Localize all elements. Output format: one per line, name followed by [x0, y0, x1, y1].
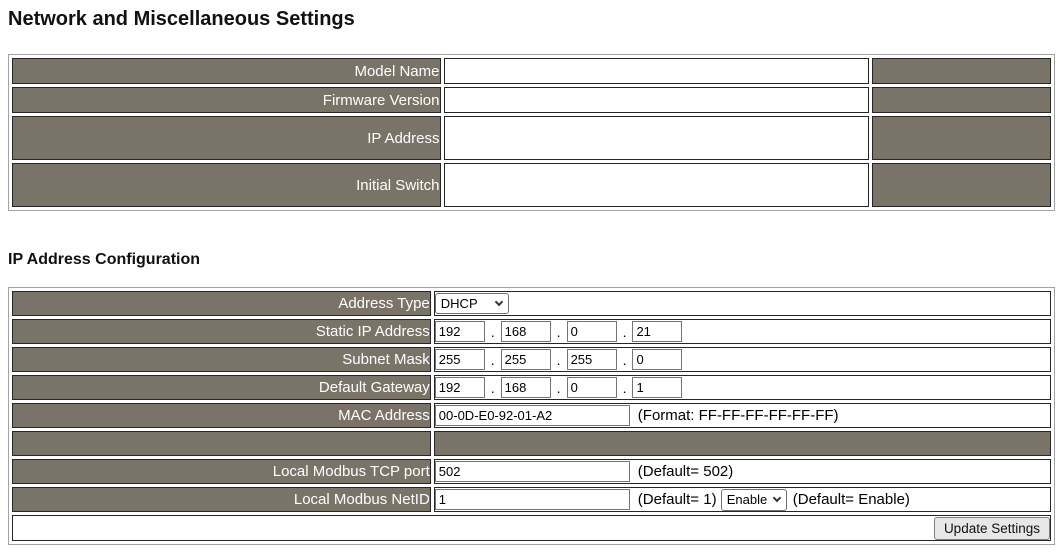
gateway-octet3-input[interactable] — [567, 377, 617, 398]
spacer-fill-cell — [434, 431, 1051, 456]
firmware-version-label: Firmware Version — [12, 87, 441, 113]
modbus-netid-label: Local Modbus NetID — [12, 487, 431, 512]
mac-address-value-cell — [434, 403, 1051, 428]
table-row — [12, 291, 1051, 316]
initial-switch-label: Initial Switch — [12, 163, 441, 207]
static-ip-octet4-input[interactable] — [632, 321, 682, 342]
address-type-value-cell — [434, 291, 1051, 316]
octet-separator: . — [556, 379, 561, 396]
subnet-mask-octet1-input[interactable] — [435, 349, 485, 370]
tcp-port-default-hint: (Default= 502) — [637, 463, 734, 480]
table-row — [12, 459, 1051, 484]
subnet-mask-label: Subnet Mask — [12, 347, 431, 372]
table-row — [12, 58, 1051, 84]
table-row — [12, 487, 1051, 512]
mac-address-input[interactable] — [435, 405, 630, 426]
section-title: IP Address Configuration — [8, 251, 201, 268]
filler-cell — [872, 58, 1051, 84]
static-ip-octet1-input[interactable] — [435, 321, 485, 342]
table-row — [12, 375, 1051, 400]
address-type-selected-value: DHCP — [440, 296, 478, 311]
mac-address-label: MAC Address — [12, 403, 431, 428]
table-row — [12, 116, 1051, 160]
octet-separator: . — [490, 379, 495, 396]
initial-switch-value-cell — [444, 163, 869, 207]
octet-separator: . — [556, 323, 561, 340]
modbus-tcp-port-input[interactable] — [435, 461, 630, 482]
table-row — [12, 163, 1051, 207]
filler-cell — [872, 116, 1051, 160]
update-settings-button[interactable]: Update Settings — [934, 517, 1050, 540]
gateway-octet1-input[interactable] — [435, 377, 485, 398]
device-info-table — [8, 54, 1055, 211]
netid-default-hint: (Default= 1) — [637, 491, 717, 508]
netid-enable-select[interactable] — [721, 489, 787, 511]
octet-separator: . — [622, 323, 627, 340]
static-ip-value-cell — [434, 319, 1051, 344]
default-gateway-value-cell — [434, 375, 1051, 400]
spacer-label-cell — [12, 431, 431, 456]
netid-enable-selected-value: Enable — [726, 492, 768, 507]
firmware-version-value-cell — [444, 87, 869, 113]
subnet-mask-octet4-input[interactable] — [632, 349, 682, 370]
mac-format-hint: (Format: FF-FF-FF-FF-FF-FF) — [637, 407, 839, 424]
modbus-tcp-port-label: Local Modbus TCP port — [12, 459, 431, 484]
ip-address-label: IP Address — [12, 116, 441, 160]
table-row — [12, 515, 1051, 541]
octet-separator: . — [490, 351, 495, 368]
default-gateway-label: Default Gateway — [12, 375, 431, 400]
model-name-value-cell — [444, 58, 869, 84]
static-ip-octet2-input[interactable] — [501, 321, 551, 342]
netid-enable-default-hint: (Default= Enable) — [792, 491, 910, 508]
gateway-octet4-input[interactable] — [632, 377, 682, 398]
table-row — [12, 403, 1051, 428]
octet-separator: . — [490, 323, 495, 340]
octet-separator: . — [556, 351, 561, 368]
ip-config-table — [8, 287, 1055, 545]
modbus-netid-input[interactable] — [435, 489, 630, 510]
model-name-label: Model Name — [12, 58, 441, 84]
table-row — [12, 431, 1051, 456]
address-type-label: Address Type — [12, 291, 431, 316]
table-row — [12, 87, 1051, 113]
octet-separator: . — [622, 351, 627, 368]
table-row — [12, 347, 1051, 372]
update-row-cell — [12, 515, 1051, 541]
filler-cell — [872, 87, 1051, 113]
chevron-down-icon — [773, 494, 781, 502]
table-row — [12, 319, 1051, 344]
page-title: Network and Miscellaneous Settings — [8, 8, 355, 30]
chevron-down-icon — [495, 298, 503, 306]
octet-separator: . — [622, 379, 627, 396]
filler-cell — [872, 163, 1051, 207]
ip-address-value-cell — [444, 116, 869, 160]
static-ip-label: Static IP Address — [12, 319, 431, 344]
modbus-tcp-port-value-cell — [434, 459, 1051, 484]
gateway-octet2-input[interactable] — [501, 377, 551, 398]
subnet-mask-octet3-input[interactable] — [567, 349, 617, 370]
subnet-mask-octet2-input[interactable] — [501, 349, 551, 370]
subnet-mask-value-cell — [434, 347, 1051, 372]
address-type-select[interactable] — [435, 293, 509, 314]
modbus-netid-value-cell — [434, 487, 1051, 512]
static-ip-octet3-input[interactable] — [567, 321, 617, 342]
